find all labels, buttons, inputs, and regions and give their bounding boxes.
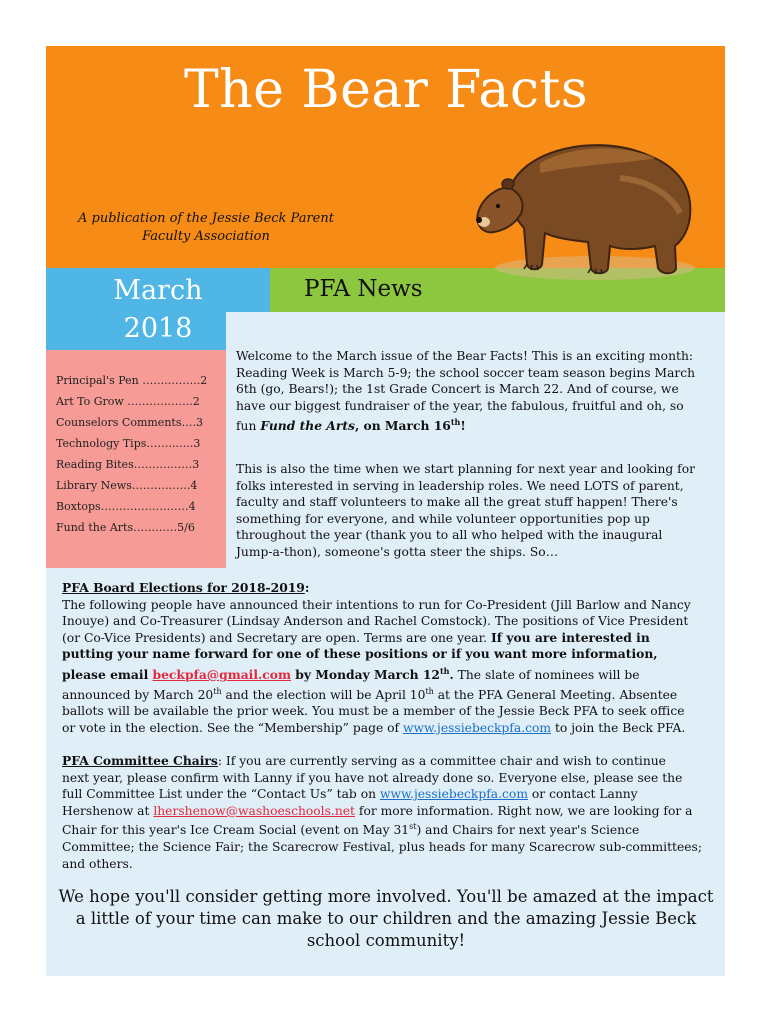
text-line	[62, 803, 722, 820]
closing-message	[56, 886, 716, 952]
text-run: at the PFA General Meeting. Absentee	[433, 687, 678, 702]
text-line: We hope you'll consider getting more involved. You'll be amazed at the impact	[58, 887, 714, 906]
elections-heading: PFA Board Elections for 2018-2019	[62, 580, 305, 595]
text-line: something for everyone, and while volunteer opportunities pop up	[236, 511, 650, 526]
text-run: :	[217, 754, 222, 768]
issue-month: March	[113, 275, 203, 306]
text-line: a little of your time can make to our children and the amazing Jessie Beck	[75, 909, 697, 928]
text-run: !	[460, 418, 466, 434]
text-line: 6th (go, Bears!); the 1st Grade Concert is March 22. And of course, we	[236, 382, 679, 397]
text-line	[62, 663, 722, 684]
text-run: Hershenow at	[62, 803, 154, 818]
text-line: have our biggest fundraiser of the year, the fabulous, fruitful and oh, so	[236, 398, 684, 413]
toc-item: Technology Tips……..…..3	[56, 437, 201, 450]
pfa-website-link[interactable]: www.jessiebeckpfa.com	[379, 787, 528, 802]
text-line: folks interested in serving in leadership roles. We need LOTS of parent,	[236, 478, 684, 493]
intro-paragraph	[236, 348, 721, 435]
text-line: Reading Week is March 5-9; the school soccer team season begins March	[236, 365, 696, 380]
text-line: ballots will be available the prior week. You must be a member of the Jessie Beck PFA to seek office	[62, 704, 685, 719]
text-run: ) and Chairs for next year's Science	[416, 823, 640, 838]
text-run: and the election will be April 10	[221, 687, 426, 702]
text-run: or contact Lanny	[528, 787, 638, 802]
subtitle-line: A publication of the Jessie Beck Parent	[78, 211, 334, 226]
text-run: , on March 16	[354, 418, 451, 434]
text-run: full Committee List under the “Contact Us” tab on	[62, 787, 380, 802]
text-line: The following people have announced their intentions to run for Co-President (Jill Barlow and Nancy	[62, 597, 691, 612]
committee-chairs-section	[62, 753, 722, 872]
text-line: school community!	[306, 931, 466, 950]
text-line: Inouye) and Co-Treasurer (Lindsay Anderson and Rachel Comstock). The positions of Vice President	[62, 614, 689, 629]
text-run: .	[449, 667, 454, 683]
text-line	[236, 414, 721, 435]
text-run: The slate of nominees will be	[453, 668, 640, 683]
text-line	[62, 786, 722, 803]
text-line: Committee; the Science Fair; the Scarecrow Festival, plus heads for many Scarecrow sub-committees;	[62, 840, 702, 855]
text-run: fun	[236, 419, 261, 434]
board-elections-section	[62, 580, 722, 737]
text-run: putting your name forward for one of these positions or if you want more information,	[62, 646, 658, 662]
text-line	[62, 580, 722, 597]
text-run: to join the Beck PFA.	[551, 720, 686, 735]
subtitle-line: Faculty Association	[142, 229, 270, 244]
text-run: Chair for this year's Ice Cream Social (event on May 31	[62, 823, 410, 838]
table-of-contents	[46, 350, 226, 568]
text-run: If you are interested in	[491, 629, 650, 645]
text-run: please email	[62, 667, 153, 683]
text-run: announced by March 20	[62, 687, 214, 702]
text-line: next year, please confirm with Lanny if you have not already done so. Everyone else, please see the	[62, 770, 683, 785]
superscript: th	[425, 686, 434, 696]
text-line: throughout the year (thank you to all who helped with the inaugural	[236, 528, 663, 543]
text-line	[62, 753, 722, 770]
text-line	[62, 630, 722, 647]
pfa-website-link[interactable]: www.jessiebeckpfa.com	[403, 720, 552, 735]
text-line: Jump-a-thon), someone's gotta steer the ships. So…	[236, 544, 559, 559]
toc-item: Counselors Comments….3	[56, 416, 203, 429]
text-line	[62, 819, 722, 839]
text-line	[62, 720, 722, 737]
toc-item: Principal's Pen ……..……..2	[56, 374, 208, 387]
toc-item: Boxtops……………………4	[56, 500, 196, 513]
toc-item: Art To Grow ……….……..2	[56, 395, 200, 408]
text-line: This is also the time when we start planning for next year and looking for	[236, 462, 696, 476]
committee-heading: PFA Committee Chairs	[62, 753, 218, 768]
text-run: (or Co-Vice Presidents) and Secretary are open. Terms are one year.	[62, 630, 491, 645]
text-run: :	[304, 580, 310, 595]
lanny-email-link[interactable]: lhershenow@washoeschools.net	[153, 803, 355, 818]
text-line: Welcome to the March issue of the Bear Facts! This is an exciting month:	[236, 349, 694, 363]
toc-item: Library News…………….4	[56, 479, 198, 492]
fund-the-arts-emphasis: Fund the Arts	[260, 418, 355, 434]
text-line	[62, 684, 722, 704]
text-run: If you are currently serving as a committee chair and wish to continue	[221, 754, 666, 768]
toc-item: Reading Bites……….……3	[56, 458, 200, 471]
newsletter-subtitle	[56, 210, 356, 246]
text-line: and others.	[62, 856, 133, 871]
intro-paragraph	[236, 461, 721, 561]
text-run: for more information. Right now, we are looking for a	[354, 803, 693, 818]
text-run: or vote in the election. See the “Membership” page of	[62, 720, 403, 735]
superscript: th	[213, 686, 222, 696]
section-title: PFA News	[304, 276, 423, 302]
newsletter-title: The Bear Facts	[183, 60, 589, 120]
superscript: th	[450, 417, 461, 428]
superscript: th	[439, 665, 450, 676]
toc-item: Fund the Arts…………5/6	[56, 521, 195, 534]
issue-year: 2018	[123, 313, 193, 344]
text-run: by Monday March 12	[291, 667, 440, 683]
text-line: faculty and staff volunteers to make all the great stuff happen! There's	[236, 495, 678, 510]
bear-illustration	[470, 118, 715, 288]
superscript: st	[409, 822, 417, 832]
text-line	[62, 646, 722, 663]
pfa-email-link[interactable]: beckpfa@gmail.com	[152, 667, 291, 683]
